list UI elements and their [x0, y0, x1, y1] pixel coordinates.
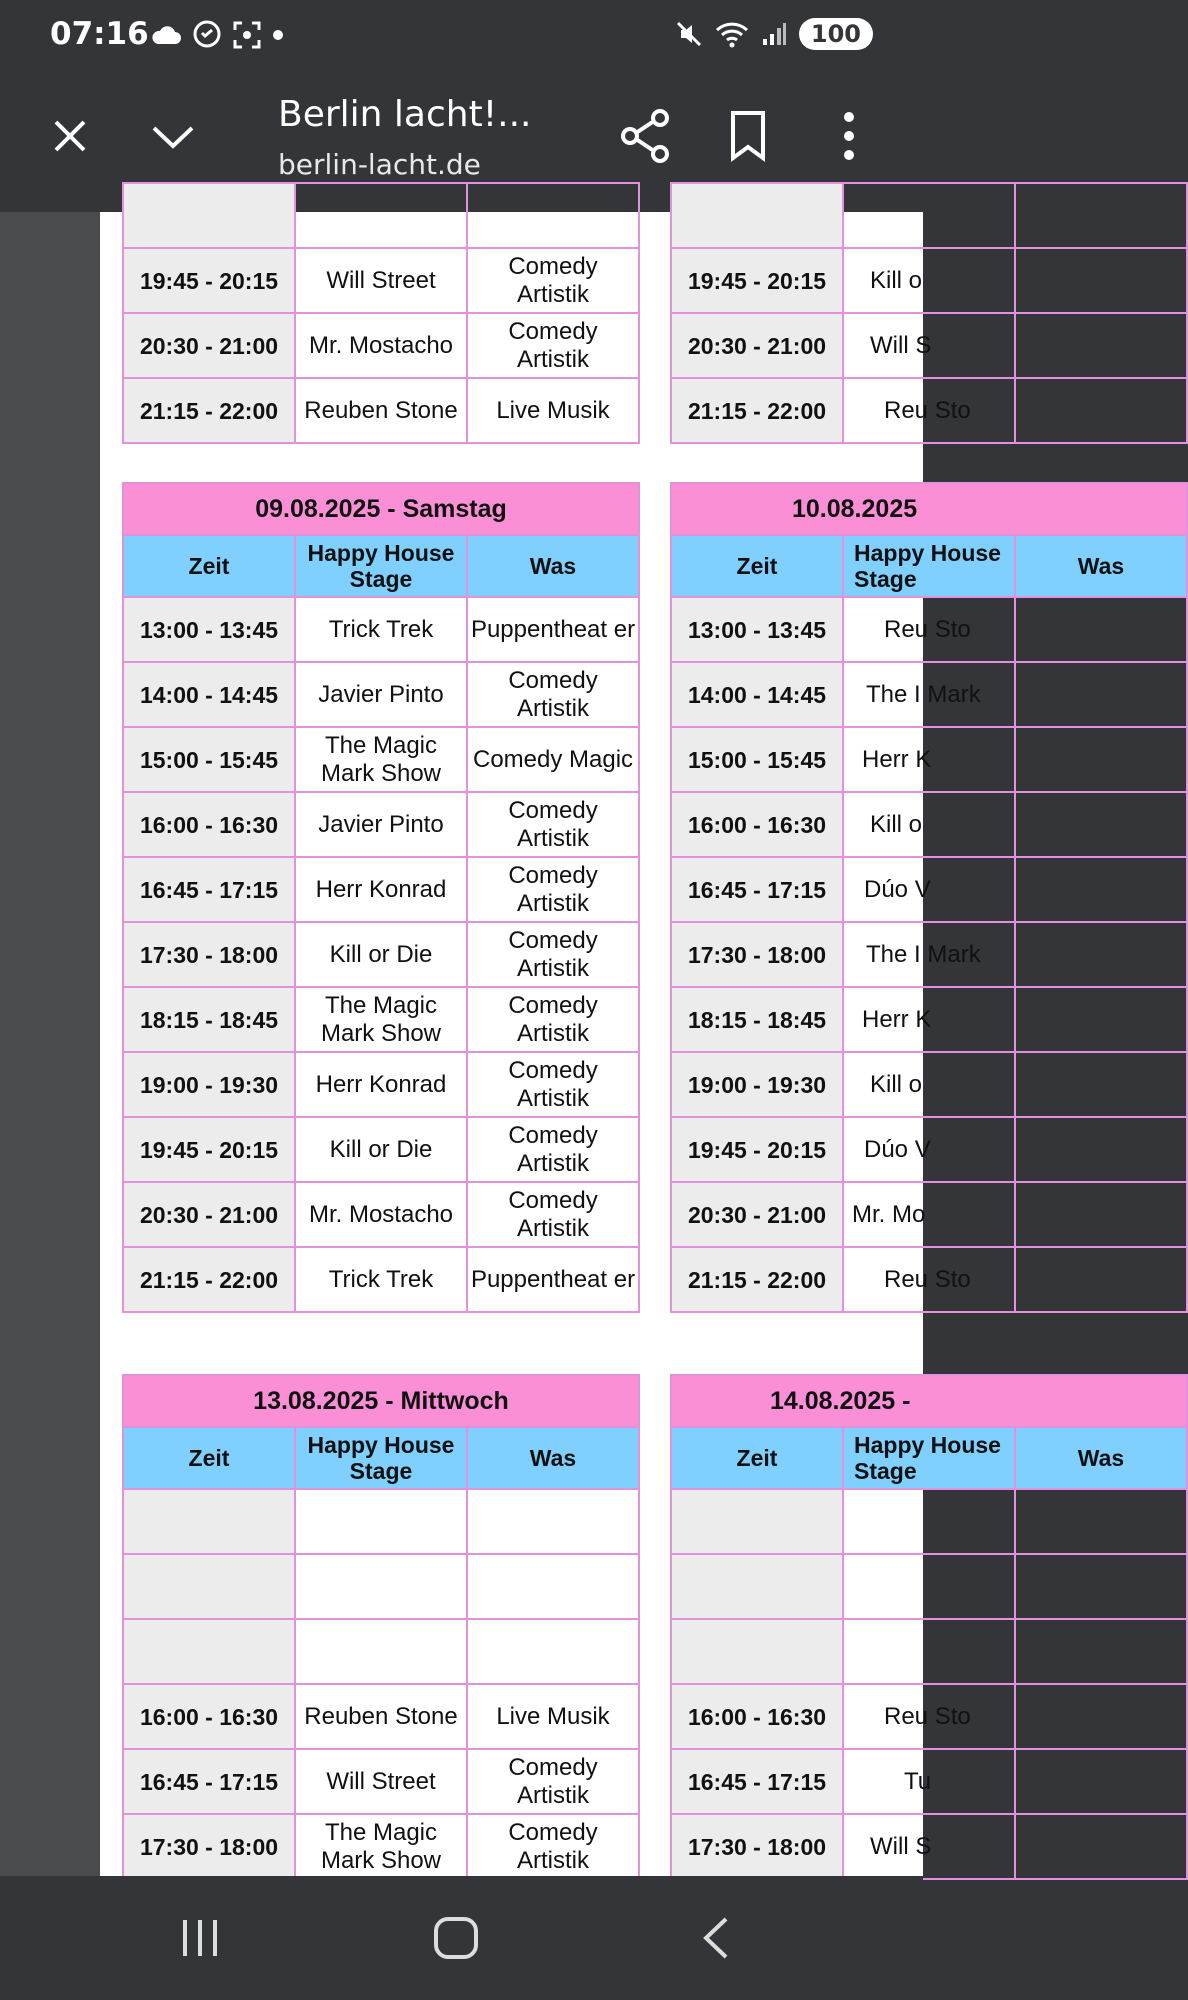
- act-cell: Reu Sto: [843, 1247, 1015, 1312]
- time-cell: 16:45 - 17:15: [123, 857, 295, 922]
- time-cell: [123, 1554, 295, 1619]
- act-cell: Dúo V: [843, 857, 1015, 922]
- type-cell: [1015, 922, 1187, 987]
- schedule-table-sonntag: [670, 482, 1188, 1313]
- act-cell: Mr. Mo: [843, 1182, 1015, 1247]
- mute-icon: [675, 20, 703, 48]
- act-cell: Herr K: [843, 727, 1015, 792]
- empty-cell: [671, 183, 843, 248]
- time-cell: 16:00 - 16:30: [671, 1684, 843, 1749]
- type-cell: [1015, 1684, 1187, 1749]
- time-cell: 19:45 - 20:15: [671, 1117, 843, 1182]
- act-cell: Will Street: [295, 248, 467, 313]
- time-cell: 20:30 - 21:00: [123, 1182, 295, 1247]
- notification-icons: [150, 20, 284, 50]
- act-cell: Kill o: [843, 792, 1015, 857]
- type-cell: Puppentheat er: [467, 1247, 639, 1312]
- act-cell: Reu Sto: [843, 597, 1015, 662]
- type-cell: [1015, 1489, 1187, 1554]
- act-cell: [295, 1619, 467, 1684]
- more-options-icon[interactable]: [840, 110, 858, 162]
- empty-cell: [843, 183, 1015, 248]
- act-cell: Trick Trek: [295, 1247, 467, 1312]
- signal-icon: [761, 21, 787, 47]
- type-cell: [1015, 248, 1187, 313]
- type-cell: [1015, 313, 1187, 378]
- time-cell: 17:30 - 18:00: [671, 1814, 843, 1879]
- time-cell: 19:45 - 20:15: [123, 1117, 295, 1182]
- type-cell: [1015, 378, 1187, 443]
- type-cell: [1015, 792, 1187, 857]
- time-cell: [671, 1619, 843, 1684]
- act-cell: [843, 1619, 1015, 1684]
- header-stage: Happy House Stage: [843, 1427, 1015, 1489]
- type-cell: [467, 1554, 639, 1619]
- time-cell: 16:00 - 16:30: [671, 792, 843, 857]
- act-cell: Mr. Mostacho: [295, 1182, 467, 1247]
- type-cell: Comedy Artistik: [467, 662, 639, 727]
- schedule-table-donnerstag: [670, 1374, 1188, 1880]
- act-cell: Reu Sto: [843, 378, 1015, 443]
- type-cell: [467, 1489, 639, 1554]
- time-cell: [123, 1619, 295, 1684]
- type-cell: [1015, 1619, 1187, 1684]
- time-cell: 13:00 - 13:45: [123, 597, 295, 662]
- date-header-text: 14.08.2025 -: [770, 1387, 911, 1415]
- navigation-bar: [0, 1876, 923, 2000]
- header-zeit: Zeit: [123, 535, 295, 597]
- type-cell: [1015, 662, 1187, 727]
- type-cell: Comedy Artistik: [467, 1749, 639, 1814]
- page-title: Berlin lacht!...: [278, 94, 532, 135]
- screenshot-icon: [232, 20, 262, 50]
- time-cell: 14:00 - 14:45: [123, 662, 295, 727]
- act-cell: Kill or Die: [295, 922, 467, 987]
- type-cell: Comedy Artistik: [467, 1117, 639, 1182]
- dot-icon: [272, 29, 284, 41]
- header-was: Was: [1015, 1427, 1187, 1489]
- act-cell: Herr Konrad: [295, 1052, 467, 1117]
- header-zeit: Zeit: [123, 1427, 295, 1489]
- type-cell: Comedy Artistik: [467, 792, 639, 857]
- time-cell: 20:30 - 21:00: [671, 1182, 843, 1247]
- document-viewport[interactable]: [0, 212, 1125, 1876]
- time-cell: 21:15 - 22:00: [123, 378, 295, 443]
- act-cell: The Magic Mark Show: [295, 987, 467, 1052]
- type-cell: [1015, 1554, 1187, 1619]
- type-cell: Live Musik: [467, 1684, 639, 1749]
- act-cell: [295, 1554, 467, 1619]
- header-stage: Happy House Stage: [295, 535, 467, 597]
- cloud-icon: [150, 24, 182, 46]
- schedule-table-mittwoch: [122, 1374, 640, 1880]
- type-cell: [1015, 1247, 1187, 1312]
- act-cell: Javier Pinto: [295, 662, 467, 727]
- empty-cell: [1015, 183, 1187, 248]
- act-cell: The I Mark: [843, 922, 1015, 987]
- type-cell: Comedy Artistik: [467, 857, 639, 922]
- time-cell: 16:00 - 16:30: [123, 792, 295, 857]
- header-stage: Happy House Stage: [843, 535, 1015, 597]
- wifi-icon: [715, 20, 749, 48]
- time-cell: 21:15 - 22:00: [671, 1247, 843, 1312]
- header-was: Was: [467, 535, 639, 597]
- time-cell: [671, 1489, 843, 1554]
- act-cell: Dúo V: [843, 1117, 1015, 1182]
- time-cell: 19:00 - 19:30: [671, 1052, 843, 1117]
- date-header: 09.08.2025 - Samstag: [123, 483, 639, 535]
- header-zeit: Zeit: [671, 535, 843, 597]
- type-cell: Comedy Artistik: [467, 987, 639, 1052]
- type-cell: [467, 1619, 639, 1684]
- type-cell: Comedy Artistik: [467, 313, 639, 378]
- act-cell: Kill o: [843, 1052, 1015, 1117]
- empty-cell: [467, 183, 639, 248]
- act-cell: Mr. Mostacho: [295, 313, 467, 378]
- status-bar: [0, 0, 923, 72]
- act-cell: The I Mark: [843, 662, 1015, 727]
- type-cell: [1015, 727, 1187, 792]
- type-cell: [1015, 1182, 1187, 1247]
- act-cell: [295, 1489, 467, 1554]
- time-cell: 13:00 - 13:45: [671, 597, 843, 662]
- system-icons: [675, 18, 873, 50]
- date-header: [671, 483, 1187, 535]
- act-cell: The Magic Mark Show: [295, 727, 467, 792]
- time-cell: 15:00 - 15:45: [123, 727, 295, 792]
- time-cell: 17:30 - 18:00: [671, 922, 843, 987]
- type-cell: [1015, 1814, 1187, 1879]
- date-header: 13.08.2025 - Mittwoch: [123, 1375, 639, 1427]
- type-cell: Comedy Artistik: [467, 1182, 639, 1247]
- chevron-down-icon[interactable]: [150, 116, 196, 156]
- empty-cell: [123, 183, 295, 248]
- messenger-icon: [192, 20, 222, 50]
- header-was: Was: [467, 1427, 639, 1489]
- type-cell: [1015, 1749, 1187, 1814]
- back-icon[interactable]: [700, 1916, 732, 1960]
- act-cell: Will S: [843, 1814, 1015, 1879]
- time-cell: 21:15 - 22:00: [671, 378, 843, 443]
- close-icon[interactable]: [50, 116, 90, 156]
- schedule-table-top-right: [670, 182, 1188, 444]
- time-cell: 16:45 - 17:15: [671, 1749, 843, 1814]
- home-icon[interactable]: [432, 1916, 480, 1960]
- act-cell: [843, 1489, 1015, 1554]
- type-cell: Live Musik: [467, 378, 639, 443]
- type-cell: Comedy Artistik: [467, 248, 639, 313]
- type-cell: Comedy Artistik: [467, 1052, 639, 1117]
- time-cell: 15:00 - 15:45: [671, 727, 843, 792]
- time-cell: 19:45 - 20:15: [123, 248, 295, 313]
- time-cell: 14:00 - 14:45: [671, 662, 843, 727]
- act-cell: The Magic Mark Show: [295, 1814, 467, 1879]
- type-cell: [1015, 987, 1187, 1052]
- time-cell: 16:45 - 17:15: [671, 857, 843, 922]
- act-cell: Javier Pinto: [295, 792, 467, 857]
- time-cell: 20:30 - 21:00: [671, 313, 843, 378]
- type-cell: Puppentheat er: [467, 597, 639, 662]
- type-cell: [1015, 1117, 1187, 1182]
- act-cell: Trick Trek: [295, 597, 467, 662]
- header-stage: Happy House Stage: [295, 1427, 467, 1489]
- time-cell: [671, 1554, 843, 1619]
- page-url: berlin-lacht.de: [278, 148, 481, 181]
- type-cell: Comedy Magic: [467, 727, 639, 792]
- act-cell: Reu Sto: [843, 1684, 1015, 1749]
- act-cell: Kill or Die: [295, 1117, 467, 1182]
- type-cell: Comedy Artistik: [467, 1814, 639, 1879]
- type-cell: Comedy Artistik: [467, 922, 639, 987]
- type-cell: [1015, 1052, 1187, 1117]
- date-header: [671, 1375, 1187, 1427]
- act-cell: Will Street: [295, 1749, 467, 1814]
- act-cell: Herr Konrad: [295, 857, 467, 922]
- share-icon[interactable]: [620, 108, 672, 164]
- act-cell: Reuben Stone: [295, 378, 467, 443]
- act-cell: Will S: [843, 313, 1015, 378]
- header-zeit: Zeit: [671, 1427, 843, 1489]
- status-time: 07:16: [50, 16, 149, 52]
- bookmark-icon[interactable]: [728, 110, 768, 162]
- act-cell: Reuben Stone: [295, 1684, 467, 1749]
- time-cell: 18:15 - 18:45: [123, 987, 295, 1052]
- schedule-table-top-left: [122, 182, 640, 444]
- act-cell: [843, 1554, 1015, 1619]
- act-cell: Herr K: [843, 987, 1015, 1052]
- time-cell: [123, 1489, 295, 1554]
- time-cell: 16:45 - 17:15: [123, 1749, 295, 1814]
- type-cell: [1015, 597, 1187, 662]
- time-cell: 19:00 - 19:30: [123, 1052, 295, 1117]
- recent-apps-icon[interactable]: [180, 1916, 220, 1960]
- type-cell: [1015, 857, 1187, 922]
- schedule-table-samstag: [122, 482, 640, 1313]
- header-was: Was: [1015, 535, 1187, 597]
- time-cell: 19:45 - 20:15: [671, 248, 843, 313]
- time-cell: 17:30 - 18:00: [123, 1814, 295, 1879]
- time-cell: 18:15 - 18:45: [671, 987, 843, 1052]
- battery-indicator: 100: [799, 18, 873, 50]
- act-cell: Kill o: [843, 248, 1015, 313]
- document-page: [100, 212, 1125, 1876]
- time-cell: 17:30 - 18:00: [123, 922, 295, 987]
- date-header-text: 10.08.2025: [792, 495, 918, 523]
- time-cell: 21:15 - 22:00: [123, 1247, 295, 1312]
- time-cell: 16:00 - 16:30: [123, 1684, 295, 1749]
- empty-cell: [295, 183, 467, 248]
- act-cell: Tu: [843, 1749, 1015, 1814]
- time-cell: 20:30 - 21:00: [123, 313, 295, 378]
